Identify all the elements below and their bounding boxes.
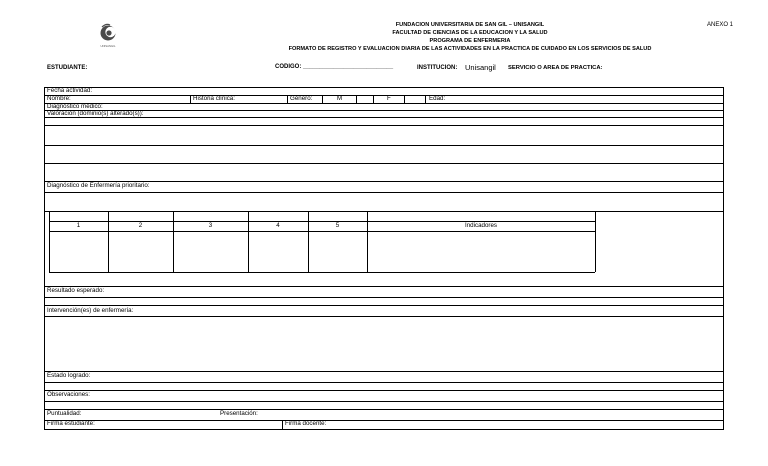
logo-caption: UNISANGIL	[100, 44, 116, 48]
header-format-title: FORMATO DE REGISTRO Y EVALUACION DIARIA DE LAS ACTIVIDADES EN LA PRACTICA DE CUIDADO EN LOS SERVICIOS DE SALUD	[288, 46, 652, 52]
header-program: PROGRAMA DE ENFERMERIA	[429, 38, 511, 44]
observations-label: Observaciones:	[47, 391, 90, 398]
service-label: SERVICIO O AREA DE PRACTICA:	[508, 65, 603, 71]
gender-m-option[interactable]: M	[337, 95, 343, 102]
punctuality-label: Puntualidad:	[47, 410, 82, 417]
indicators-column: Indicadores	[465, 222, 497, 229]
student-label: ESTUDIANTE:	[47, 65, 88, 71]
patient-name-label: Nombre:	[47, 95, 71, 102]
assessment-label: Valoración (dominio(s) alterado(s)):	[47, 110, 144, 117]
gender-f-option[interactable]: F	[387, 95, 391, 102]
interventions-label: Intervención(es) de enfermería:	[47, 307, 134, 314]
medical-diagnosis-label: Diagnóstico médico:	[47, 103, 103, 110]
scale-column-3: 3	[208, 222, 213, 229]
institution-label: INSTITUCION:	[417, 65, 458, 71]
code-field[interactable]: CODIGO: ___________________________	[275, 64, 394, 70]
student-signature-label: Firma estudiante:	[47, 420, 95, 427]
gender-label: Género:	[290, 95, 313, 102]
expected-result-label: Resultado esperado:	[47, 287, 105, 294]
clinical-history-label: Historia clínica:	[193, 95, 235, 102]
presentation-label: Presentación:	[220, 410, 258, 417]
header-faculty: FACULTAD DE CIENCIAS DE LA EDUCACION Y LA SALUD	[392, 30, 548, 36]
institution-value: Unisangil	[465, 63, 496, 72]
achieved-state-label: Estado logrado:	[47, 372, 91, 379]
scale-column-2: 2	[138, 222, 143, 229]
nursing-diagnosis-label: Diagnóstico de Enfermería prioritario:	[47, 182, 150, 189]
scale-column-5: 5	[335, 222, 340, 229]
teacher-signature-label: Firma docente:	[285, 420, 327, 427]
scale-column-4: 4	[276, 222, 280, 229]
age-label: Edad:	[429, 95, 446, 102]
activity-date-label: Fecha actividad:	[47, 87, 93, 94]
header-university: FUNDACION UNIVERSITARIA DE SAN GIL – UNISANGIL	[395, 22, 545, 28]
annex-label: ANEXO 1	[707, 22, 734, 28]
scale-column-1: 1	[76, 222, 81, 229]
